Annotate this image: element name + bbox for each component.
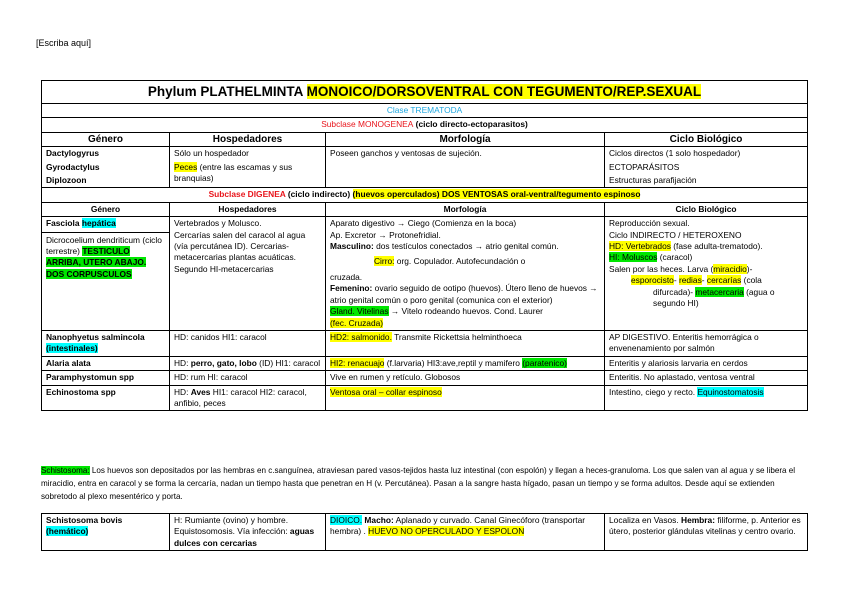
col-genero-2: Género	[42, 202, 170, 216]
trematoda-table	[41, 80, 808, 411]
table-row	[42, 514, 808, 551]
bovis-genus: Schistosoma bovis (hemático)	[42, 514, 170, 551]
table-row	[42, 330, 808, 356]
clase-label: Clase TREMATODA	[42, 104, 808, 118]
alaria-genus: Alaria alata	[42, 356, 170, 370]
digenea-ciclo: Reproducción sexual. Ciclo INDIRECTO / HETEROXENO HD: Vertebrados (fase adulta-trematodo). HI: Moluscos (caracol) Salen por las heces. Larva (miracidio)- esporocisto- redias- cercarías (cola difurcada)- metacercaria (agua o segundo HI)	[605, 217, 808, 331]
bovis-morf: DIOICO. Macho: Aplanado y curvado. Canal Ginecóforo (transportar hembra) . HUEVO NO OPERCULADO Y ESPOLON	[326, 514, 605, 551]
monogenea-ciclo: Ciclos directos (1 solo hospedador) ECTOPARÁSITOS Estructuras parafijación	[605, 147, 808, 188]
col-morfologia: Morfología	[326, 132, 605, 146]
header-placeholder[interactable]: [Escriba aquí]	[36, 38, 92, 48]
column-headers	[42, 132, 808, 146]
para-host: HD: rum HI: caracol	[170, 371, 326, 385]
nano-ciclo: AP DIGESTIVO. Enteritis hemorrágica o envenenamiento por salmón	[605, 330, 808, 356]
alaria-morf: HI2: renacuajo (f.larvaria) HI3:ave,reptil y mamifero (paratenico)	[326, 356, 605, 370]
table-row	[42, 356, 808, 370]
subclase-monogenea: Subclase MONOGENEA (ciclo directo-ectoparasitos)	[42, 118, 808, 132]
table-row	[42, 217, 808, 331]
table-row	[42, 371, 808, 385]
alaria-ciclo: Enteritis y alariosis larvaria en cerdos	[605, 356, 808, 370]
para-ciclo: Enteritis. No aplastado, ventosa ventral	[605, 371, 808, 385]
col-genero: Género	[42, 132, 170, 146]
schistosoma-table	[41, 513, 808, 551]
table-row	[42, 385, 808, 411]
col-hospedadores-2: Hospedadores	[170, 202, 326, 216]
echino-genus: Echinostoma spp	[42, 385, 170, 411]
bovis-host: H: Rumiante (ovino) y hombre. Equistosomosis. Vía infección: aguas dulces con cercarias	[170, 514, 326, 551]
col-ciclo: Ciclo Biológico	[605, 132, 808, 146]
para-morf: Vive en rumen y retículo. Globosos	[326, 371, 605, 385]
bovis-ciclo: Localiza en Vasos. Hembra: filiforme, p. Anterior es útero, posterior glándulas vitelinas y centro ovario.	[605, 514, 808, 551]
col-morfologia-2: Morfología	[326, 202, 605, 216]
monogenea-hosts: Sólo un hospedador Peces (entre las escamas y sus branquias)	[170, 147, 326, 188]
nano-host: HD: canidos HI1: caracol	[170, 330, 326, 356]
monogenea-morfologia: Poseen ganchos y ventosas de sujeción.	[326, 147, 605, 188]
digenea-hosts: Vertebrados y Molusco. Cercarías salen del caracol al agua (vía percutánea ID). Cercarias-metacercarias plantas acuáticas. Segundo HI-metacercarias	[170, 217, 326, 331]
table-row	[42, 147, 808, 188]
echino-morf: Ventosa oral – collar espinoso	[326, 385, 605, 411]
nano-genus: Nanophyetus salmincola (intestinales)	[42, 330, 170, 356]
schistosoma-paragraph: Schistosoma: Los huevos son depositados por las hembras en c.sanguínea, atraviesan pared vasos-tejidos hasta luz intestinal (con espolón) y llegan a heces-granuloma. Los que salen van al agua y se libera el miracidio, entra en caracol y se forma la cercaría, nadan un tiempo hasta que penetran en H (v. Percutánea). Pasan a la sangre hasta hígado, pasan un tiempo y se forma adultos. Desde aquí se extienden sobretodo al plexo mesentérico y porta.	[41, 466, 796, 502]
digenea-morfologia: Aparato digestivo → Ciego (Comienza en la boca) Ap. Excretor → Protonefridial. Masculino: dos testículos conectados → atrio genital común. Cirro: org. Copulador. Autofecundación o cruzada. Femenino: ovario seguido de ootipo (huevos). Útero lleno de huevos → atrio genital común o poro genital (comunica con el exterior) Gland. Vitelinas → Vitelo rodeando huevos. Cond. Laurer (fec. Cruzada)	[326, 217, 605, 331]
column-headers-2	[42, 202, 808, 216]
digenea-genera: Fasciola hepática Dicrocoelium dendriticum (ciclo terrestre) TESTICULO ARRIBA, UTERO ABAJO. DOS CORPUSCULOS	[42, 217, 170, 331]
title-row	[42, 81, 808, 104]
col-hospedadores: Hospedadores	[170, 132, 326, 146]
col-ciclo-2: Ciclo Biológico	[605, 202, 808, 216]
para-genus: Paramphystomun spp	[42, 371, 170, 385]
monogenea-genera: Dactylogyrus Gyrodactylus Diplozoon	[42, 147, 170, 188]
page-title: Phylum PLATHELMINTA MONOICO/DORSOVENTRAL CON TEGUMENTO/REP.SEXUAL	[42, 81, 808, 104]
nano-morf: HD2: salmonido. Transmite Rickettsia helminthoeca	[326, 330, 605, 356]
echino-host: HD: Aves HI1: caracol HI2: caracol, anfibio, peces	[170, 385, 326, 411]
alaria-host: HD: perro, gato, lobo (ID) HI1: caracol	[170, 356, 326, 370]
echino-ciclo: Intestino, ciego y recto. Equinostomatosis	[605, 385, 808, 411]
subclase-digenea: Subclase DIGENEA (ciclo indirecto) (huevos operculados) DOS VENTOSAS oral-ventral/tegumento espinoso	[42, 188, 808, 202]
